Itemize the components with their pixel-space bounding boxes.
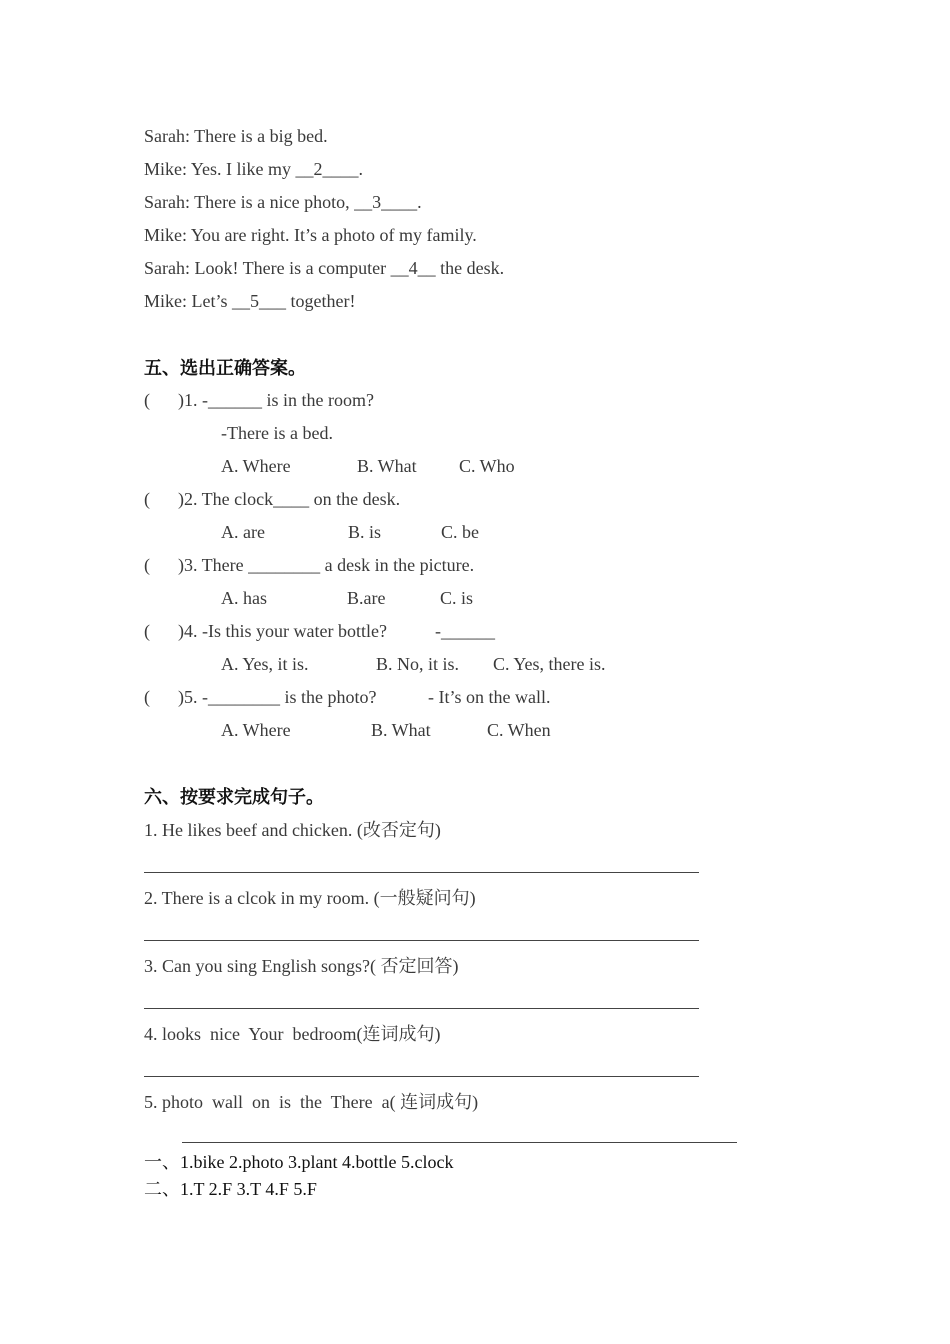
s6-item-2: 2. There is a clcok in my room. (一般疑问句) xyxy=(144,888,476,908)
q3-option-a: A. has xyxy=(221,588,267,608)
q5-option-c: C. When xyxy=(487,720,551,740)
q1-option-b: B. What xyxy=(357,456,417,476)
s6-answer-line-5 xyxy=(182,1142,737,1143)
s6-answer-line-4 xyxy=(144,1076,699,1077)
q5-text: )5. -________ is the photo? xyxy=(178,687,377,707)
q2-option-a: A. are xyxy=(221,522,265,542)
q1-option-c: C. Who xyxy=(459,456,515,476)
q2-option-c: C. be xyxy=(441,522,479,542)
q4-text: )4. -Is this your water bottle? xyxy=(178,621,387,641)
q4-option-c: C. Yes, there is. xyxy=(493,654,606,674)
q5-option-a: A. Where xyxy=(221,720,291,740)
answer-key-2: 二、1.T 2.F 3.T 4.F 5.F xyxy=(144,1179,317,1199)
s6-answer-line-1 xyxy=(144,872,699,873)
q4-bracket: ( xyxy=(144,621,150,641)
s6-answer-line-3 xyxy=(144,1008,699,1009)
q3-option-b: B.are xyxy=(347,588,386,608)
s6-item-3: 3. Can you sing English songs?( 否定回答) xyxy=(144,956,459,976)
q2-text: )2. The clock____ on the desk. xyxy=(178,489,401,509)
dialogue-line-2: Mike: Yes. I like my __2____. xyxy=(144,159,364,179)
q5-answer-prompt: - It’s on the wall. xyxy=(428,687,551,707)
dialogue-line-1: Sarah: There is a big bed. xyxy=(144,126,328,146)
q1-text: )1. -______ is in the room? xyxy=(178,390,374,410)
s6-item-1: 1. He likes beef and chicken. (改否定句) xyxy=(144,820,441,840)
section6-title: 六、按要求完成句子。 xyxy=(144,787,324,807)
s6-item-4: 4. looks nice Your bedroom(连词成句) xyxy=(144,1024,441,1044)
s6-answer-line-2 xyxy=(144,940,699,941)
q3-option-c: C. is xyxy=(440,588,474,608)
q3-text: )3. There ________ a desk in the picture. xyxy=(178,555,475,575)
q1-bracket: ( xyxy=(144,390,150,410)
dialogue-line-6: Mike: Let’s __5___ together! xyxy=(144,291,356,311)
q4-option-a: A. Yes, it is. xyxy=(221,654,309,674)
answer-key-1: 一、1.bike 2.photo 3.plant 4.bottle 5.clock xyxy=(144,1152,454,1172)
dialogue-line-3: Sarah: There is a nice photo, __3____. xyxy=(144,192,422,212)
q5-bracket: ( xyxy=(144,687,150,707)
dialogue-line-4: Mike: You are right. It’s a photo of my family. xyxy=(144,225,477,245)
q2-option-b: B. is xyxy=(348,522,382,542)
section5-title: 五、选出正确答案。 xyxy=(144,358,306,378)
s6-item-5: 5. photo wall on is the There a( 连词成句) xyxy=(144,1092,479,1112)
q4-option-b: B. No, it is. xyxy=(376,654,460,674)
q1-extra: -There is a bed. xyxy=(221,423,333,443)
q2-bracket: ( xyxy=(144,489,150,509)
q3-bracket: ( xyxy=(144,555,150,575)
q4-answer-prompt: -______ xyxy=(435,621,495,641)
q1-option-a: A. Where xyxy=(221,456,291,476)
q5-option-b: B. What xyxy=(371,720,431,740)
dialogue-line-5: Sarah: Look! There is a computer __4__ the desk. xyxy=(144,258,505,278)
